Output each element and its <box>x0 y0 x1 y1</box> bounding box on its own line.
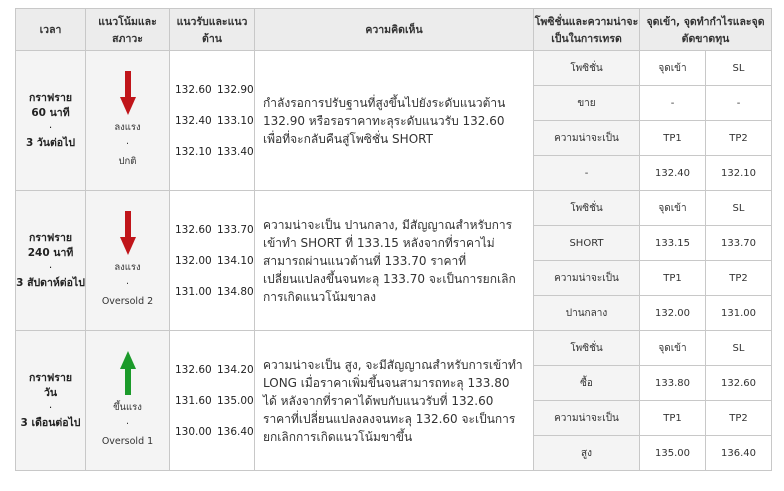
sl-label: SL <box>706 51 772 86</box>
level-pair <box>170 255 254 267</box>
entry-label: จุดเข้า <box>640 51 706 86</box>
tp2-label: TP2 <box>706 261 772 296</box>
separator-dot: · <box>125 139 130 150</box>
header-comment: ความคิดเห็น <box>255 9 534 51</box>
comment-cell: ความน่าจะเป็น ปานกลาง, มีสัญญาณสำหรับการเข้าทำ SHORT ที่ 133.15 หลังจากที่ราคาไม่สามารถผ่านแนวต้านที่ 133.70 ราคาที่เปลี่ยนแปลงขึ้นจนทะลุ 133.70 จะเป็นการยกเลิกการเกิดแนวโน้มขาลง <box>255 191 534 331</box>
condition-label: Oversold 1 <box>101 436 154 447</box>
table-header-row <box>16 9 772 51</box>
entry-value: - <box>640 86 706 121</box>
level-pair <box>170 395 254 407</box>
level-pair <box>170 286 254 298</box>
level-pair <box>170 115 254 127</box>
tp1-label: TP1 <box>640 401 706 436</box>
condition-label: Oversold 2 <box>101 296 154 307</box>
timeframe-period: 60 นาที <box>31 106 70 119</box>
tp1-value: 132.40 <box>640 156 706 191</box>
support-level: 132.60 <box>175 83 212 96</box>
resistance-level: 133.70 <box>217 223 254 236</box>
header-levels: แนวรับและแนวต้าน <box>170 9 255 51</box>
level-pair <box>170 84 254 96</box>
support-level: 132.00 <box>175 254 212 267</box>
level-pair <box>170 364 254 376</box>
support-level: 130.00 <box>175 425 212 438</box>
timeframe-horizon: 3 วันต่อไป <box>25 136 76 149</box>
position-label: โพซิชั่น <box>534 51 640 86</box>
separator-dot: · <box>48 121 53 134</box>
resistance-level: 135.00 <box>217 394 254 407</box>
level-pair <box>170 224 254 236</box>
separator-dot: · <box>48 401 53 414</box>
support-level: 132.60 <box>175 223 212 236</box>
tp1-value: 135.00 <box>640 436 706 471</box>
resistance-level: 134.20 <box>217 363 254 376</box>
tp2-value: 136.40 <box>706 436 772 471</box>
level-pair <box>170 146 254 158</box>
timeframe-cell <box>16 191 86 331</box>
separator-dot: · <box>125 279 130 290</box>
tp1-label: TP1 <box>640 121 706 156</box>
position-label: โพซิชั่น <box>534 191 640 226</box>
support-level: 132.40 <box>175 114 212 127</box>
probability-label: ความน่าจะเป็น <box>534 121 640 156</box>
trend-label: ลงแรง <box>114 122 141 133</box>
trend-label: ลงแรง <box>114 262 141 273</box>
tp2-label: TP2 <box>706 121 772 156</box>
probability-value: สูง <box>534 436 640 471</box>
resistance-level: 133.10 <box>217 114 254 127</box>
tp2-value: 132.10 <box>706 156 772 191</box>
resistance-level: 136.40 <box>217 425 254 438</box>
timeframe-period: วัน <box>43 386 58 399</box>
condition-label: ปกติ <box>118 156 137 167</box>
separator-dot: · <box>125 419 130 430</box>
position-value: ซื้อ <box>534 366 640 401</box>
probability-label: ความน่าจะเป็น <box>534 401 640 436</box>
support-level: 131.00 <box>175 285 212 298</box>
header-entry: จุดเข้า, จุดทำกำไรและจุดตัดขาดทุน <box>640 9 772 51</box>
timeframe-label: กราฟราย <box>28 371 72 384</box>
header-position: โพซิชั่นและความน่าจะเป็นในการเทรด <box>534 9 640 51</box>
header-time: เวลา <box>16 9 86 51</box>
probability-label: ความน่าจะเป็น <box>534 261 640 296</box>
resistance-level: 132.90 <box>217 83 254 96</box>
table-row <box>16 191 772 226</box>
sl-label: SL <box>706 191 772 226</box>
resistance-level: 134.80 <box>217 285 254 298</box>
timeframe-horizon: 3 สัปดาห์ต่อไป <box>16 276 85 289</box>
up-arrow-icon <box>86 351 169 395</box>
position-value: ขาย <box>534 86 640 121</box>
entry-label: จุดเข้า <box>640 331 706 366</box>
timeframe-horizon: 3 เดือนต่อไป <box>20 416 81 429</box>
sl-value: 133.70 <box>706 226 772 261</box>
levels-cell <box>170 331 255 471</box>
timeframe-cell <box>16 51 86 191</box>
down-arrow-icon <box>86 211 169 255</box>
support-level: 132.10 <box>175 145 212 158</box>
trend-cell <box>86 51 170 191</box>
sl-value: 132.60 <box>706 366 772 401</box>
tp2-label: TP2 <box>706 401 772 436</box>
trend-cell <box>86 331 170 471</box>
comment-cell: ความน่าจะเป็น สูง, จะมีสัญญาณสำหรับการเข้าทำ LONG เมื่อราคาเพิ่มขึ้นจนสามารถทะลุ 133.80 ได้ หลังจากที่ราคาได้พบกับแนวรับที่ 132.60 ราคาที่เปลี่ยนแปลงลงจนทะลุ 132.60 จะเป็นการยกเลิกการเกิดแนวโน้มขาขึ้น <box>255 331 534 471</box>
separator-dot: · <box>48 261 53 274</box>
header-trend: แนวโน้มและสภาวะ <box>86 9 170 51</box>
sl-label: SL <box>706 331 772 366</box>
tp1-value: 132.00 <box>640 296 706 331</box>
levels-cell <box>170 191 255 331</box>
entry-value: 133.80 <box>640 366 706 401</box>
levels-cell <box>170 51 255 191</box>
table-row <box>16 331 772 366</box>
level-pair <box>170 426 254 438</box>
timeframe-cell <box>16 331 86 471</box>
down-arrow-icon <box>86 71 169 115</box>
comment-cell: กำลังรอการปรับฐานที่สูงขึ้นไปยังระดับแนวต้าน 132.90 หรือรอราคาทะลุระดับแนวรับ 132.60 เพื่อที่จะกลับคืนสู่โพซิชั่น SHORT <box>255 51 534 191</box>
support-level: 132.60 <box>175 363 212 376</box>
support-level: 131.60 <box>175 394 212 407</box>
sl-value: - <box>706 86 772 121</box>
trend-cell <box>86 191 170 331</box>
probability-value: ปานกลาง <box>534 296 640 331</box>
timeframe-label: กราฟราย <box>28 91 72 104</box>
tp1-label: TP1 <box>640 261 706 296</box>
position-value: SHORT <box>534 226 640 261</box>
timeframe-label: กราฟราย <box>28 231 72 244</box>
probability-value: - <box>534 156 640 191</box>
entry-value: 133.15 <box>640 226 706 261</box>
resistance-level: 133.40 <box>217 145 254 158</box>
position-label: โพซิชั่น <box>534 331 640 366</box>
forecast-table <box>15 8 772 471</box>
entry-label: จุดเข้า <box>640 191 706 226</box>
resistance-level: 134.10 <box>217 254 254 267</box>
timeframe-period: 240 นาที <box>27 246 74 259</box>
trend-label: ขึ้นแรง <box>113 402 142 413</box>
table-row <box>16 51 772 86</box>
tp2-value: 131.00 <box>706 296 772 331</box>
